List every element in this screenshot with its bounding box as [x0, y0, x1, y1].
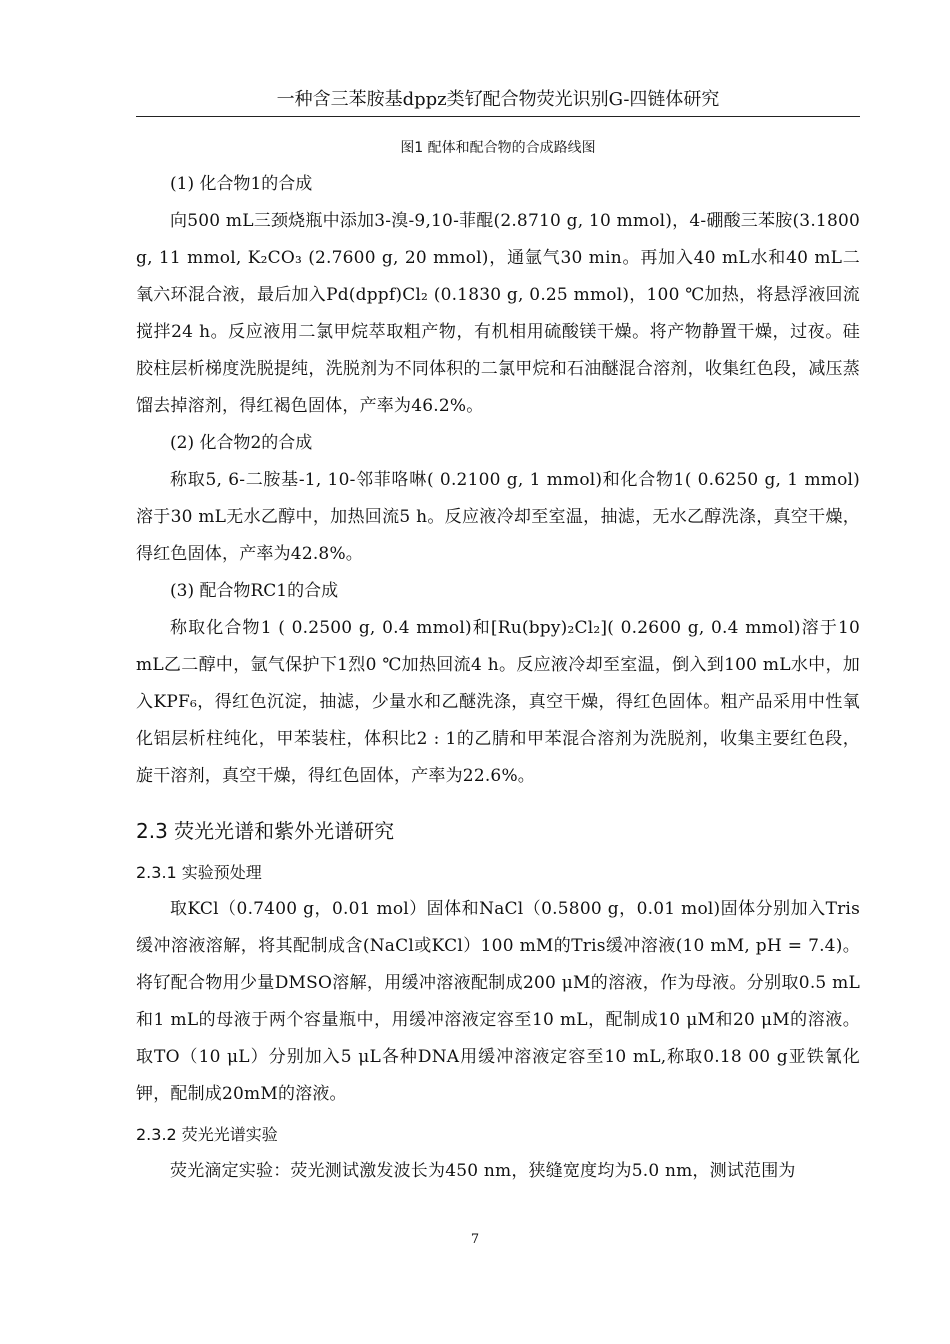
page-number: 7	[470, 1232, 480, 1247]
subsection-title-complex-rc1: (3) 配合物RC1的合成	[170, 581, 339, 601]
paragraph-fluorescence-experiment: 荧光滴定实验：荧光测试激发波长为450 nm，狭缝宽度均为5.0 nm，测试范围为	[170, 1161, 796, 1181]
paragraph-pretreatment: 取KCl（0.7400 g，0.01 mol）固体和NaCl（0.5800 g，0.01 mol)固体分别加入Tris缓冲溶液溶解，将其配制成含(NaCl或KCl）100 mM的Tris缓冲溶液(10 mM, pH = 7.4)。将钌配合物用少量DMSO溶解，用缓冲溶液配制成200 μM的溶液，作为母液。分别取0.5 mL和1 mL的母液于两个容量瓶中，用缓冲溶液定容至10 mL，配制成10 μM和20 μM的溶液。取TO（10 μL）分别加入5 μL各种DNA用缓冲溶液定容至10 mL,称取0.18 00 g亚铁氰化钾，配制成20mM的溶液。	[136, 899, 860, 1104]
page-body	[136, 130, 860, 1190]
subsection-title-compound-1: (1) 化合物1的合成	[170, 174, 313, 194]
paragraph-complex-rc1-synthesis: 称取化合物1 ( 0.2500 g, 0.4 mmol)和[Ru(bpy)₂Cl₂]( 0.2600 g, 0.4 mmol)溶于10 mL乙二醇中，氩气保护下1烈0 ℃加热回流4 h。反应液冷却至室温，倒入到100 mL水中，加入KPF₆，得红色沉淀，抽滤，少量水和乙醚洗涤，真空干燥，得红色固体。粗产品采用中性氧化铝层析柱纯化，甲苯装柱，体积比2 : 1的乙腈和甲苯混合溶剂为洗脱剂，收集主要红色段，旋干溶剂，真空干燥，得红色固体，产率为22.6%。	[136, 618, 860, 786]
subsection-title-compound-2: (2) 化合物2的合成	[170, 433, 313, 453]
paragraph-compound-1-synthesis: 向500 mL三颈烧瓶中添加3-溴-9,10-菲醌(2.8710 g, 10 mmol)，4-硼酸三苯胺(3.1800 g, 11 mmol, K₂CO₃ (2.7600 g, 20 mmol)，通氩气30 min。再加入40 mL水和40 mL二氧六环混合液，最后加入Pd(dppf)Cl₂ (0.1830 g, 0.25 mmol)，100 ℃加热，将悬浮液回流搅拌24 h。反应液用二氯甲烷萃取粗产物，有机相用硫酸镁干燥。将产物静置干燥，过夜。硅胶柱层析梯度洗脱提纯，洗脱剂为不同体积的二氯甲烷和石油醚混合溶剂，收集红色段，减压蒸馏去掉溶剂，得红褐色固体，产率为46.2%。	[136, 211, 860, 416]
paragraph-compound-2-synthesis: 称取5, 6-二胺基-1, 10-邻菲咯啉( 0.2100 g, 1 mmol)和化合物1( 0.6250 g, 1 mmol)溶于30 mL无水乙醇中，加热回流5 h。反应液冷却至室温，抽滤，无水乙醇洗涤，真空干燥，得红色固体，产率为42.8%。	[136, 470, 860, 564]
section-heading-2-3-2: 2.3.2 荧光光谱实验	[136, 1125, 278, 1144]
section-heading-2-3-1: 2.3.1 实验预处理	[136, 863, 262, 882]
section-heading-2-3: 2.3 荧光光谱和紫外光谱研究	[136, 819, 395, 843]
figure-caption: 图1 配体和配合物的合成路线图	[400, 140, 596, 156]
running-header: 一种含三苯胺基dppz类钌配合物荧光识别G-四链体研究	[136, 84, 860, 117]
